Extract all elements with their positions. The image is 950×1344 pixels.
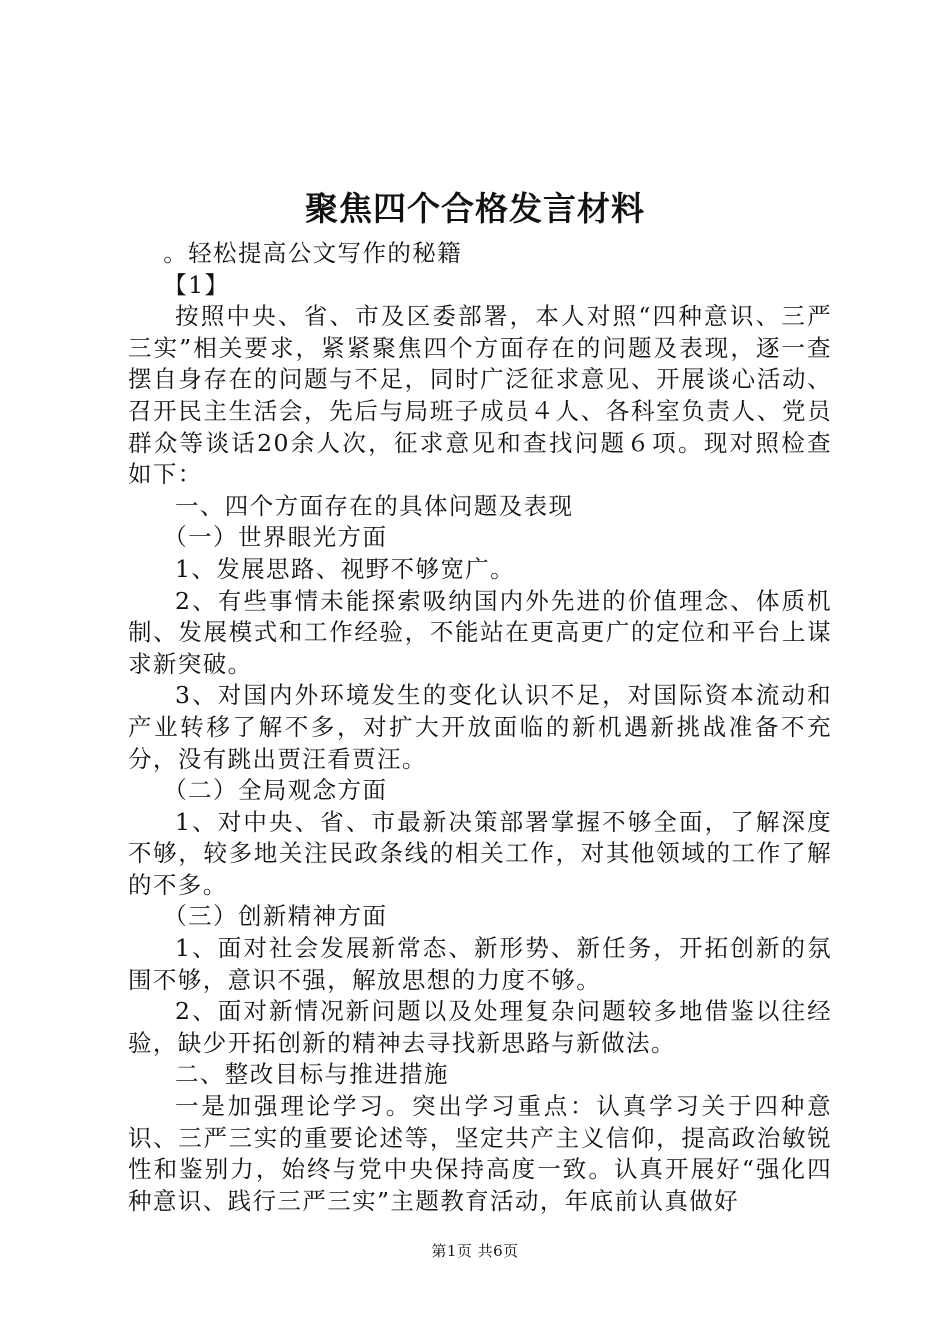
document-title: 聚焦四个合格发言材料 xyxy=(305,189,645,228)
document-body xyxy=(128,238,832,1217)
paragraph-item: 1、对中央、省、市最新决策部署掌握不够全面，了解深度不够，较多地关注民政条线的相关工作，对其他领域的工作了解的不多。 xyxy=(128,807,832,899)
paragraph-measure: 一是加强理论学习。突出学习重点：认真学习关于四种意识、三严三实的重要论述等，坚定共产主义信仰，提高政治敏锐性和鉴别力，始终与党中央保持高度一致。认真开展好“强化四种意识、践行三严三实”主题教育活动，年底前认真做好 xyxy=(128,1092,832,1215)
subheading-innovation: （三）创新精神方面 xyxy=(163,902,388,931)
subheading-overall-view: （二）全局观念方面 xyxy=(163,776,388,805)
paragraph-tagline: 。轻松提高公文写作的秘籍 xyxy=(163,239,463,267)
paragraph-item: 3、对国内外环境发生的变化认识不足，对国际资本流动和产业转移了解不多，对扩大开放面临的新机遇新挑战准备不充分，没有跳出贾汪看贾汪。 xyxy=(128,681,832,773)
paragraph-section-marker: 【1】 xyxy=(163,270,230,299)
heading-part-one: 一、四个方面存在的具体问题及表现 xyxy=(175,491,574,520)
paragraph-item: 1、发展思路、视野不够宽广。 xyxy=(175,554,516,583)
subheading-world-vision: （一）世界眼光方面 xyxy=(163,523,388,552)
page-footer: 第1页 共6页 xyxy=(431,1242,519,1260)
heading-part-two: 二、整改目标与推进措施 xyxy=(175,1060,449,1089)
paragraph-intro: 按照中央、省、市及区委部署，本人对照“四种意识、三严三实”相关要求，紧紧聚焦四个方面存在的问题及表现，逐一查摆自身存在的问题与不足，同时广泛征求意见、开展谈心活动、召开民主生活会，先后与局班子成员４人、各科室负责人、党员群众等谈话20余人次，征求意见和查找问题６项。现对照检查如下： xyxy=(128,302,832,489)
paragraph-item: 1、面对社会发展新常态、新形势、新任务，开拓创新的氛围不够，意识不强，解放思想的力度不够。 xyxy=(128,934,832,994)
paragraph-item: 2、有些事情未能探索吸纳国内外先进的价值理念、体质机制、发展模式和工作经验，不能站在更高更广的定位和平台上谋求新突破。 xyxy=(128,586,832,678)
paragraph-item: 2、面对新情况新问题以及处理复杂问题较多地借鉴以往经验，缺少开拓创新的精神去寻找新思路与新做法。 xyxy=(128,997,832,1057)
